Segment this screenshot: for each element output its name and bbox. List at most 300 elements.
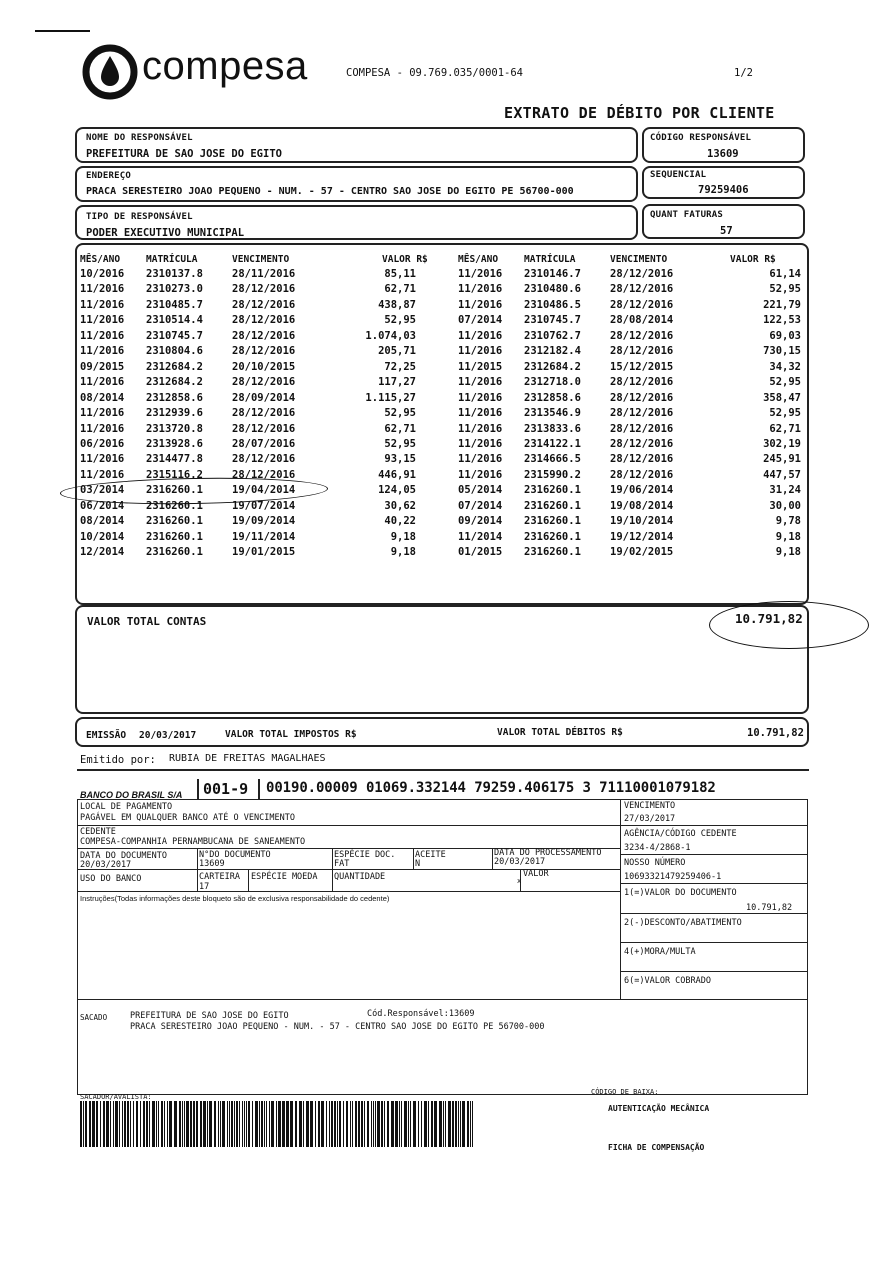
slip-line — [77, 999, 808, 1000]
sacador-label: SACADOR/AVALISTA: — [80, 1093, 152, 1101]
data-doc-value: 20/03/2017 — [80, 860, 132, 870]
table-cell: 2313546.9 — [524, 407, 581, 419]
barcode-bar — [445, 1101, 446, 1147]
barcode-bar — [472, 1101, 473, 1147]
barcode-bar — [92, 1101, 95, 1147]
barcode-bar — [375, 1101, 376, 1147]
table-cell: 2316260.1 — [524, 499, 581, 512]
emitido-por-label: Emitido por: — [80, 754, 156, 766]
barcode-bar — [448, 1101, 451, 1147]
table-cell: 28/12/2016 — [232, 422, 296, 435]
table-cell: 62,71 — [384, 422, 416, 435]
barcode-bar — [306, 1101, 309, 1147]
barcode-bar — [207, 1101, 208, 1147]
table-cell: 9,78 — [775, 515, 801, 528]
barcode-bar — [146, 1101, 148, 1147]
barcode-bar — [239, 1101, 240, 1147]
barcode-bar — [246, 1101, 247, 1147]
barcode-bar — [122, 1101, 123, 1147]
barcode-bar — [186, 1101, 189, 1147]
barcode-bar — [310, 1101, 313, 1147]
table-cell: 124,05 — [378, 484, 416, 497]
table-cell: 69,03 — [769, 329, 801, 342]
slip-right-col-divider — [620, 799, 621, 999]
barcode-bar — [143, 1101, 145, 1147]
barcode-bar — [286, 1101, 289, 1147]
sacado-endereco: PRACA SERESTEIRO JOAO PEQUENO - NUM. - 57 - CENTRO SAO JOSE DO EGITO PE 56700-000 — [130, 1022, 545, 1032]
table-cell: 19/04/2014 — [232, 484, 296, 497]
company-cnpj: COMPESA - 09.769.035/0001-64 — [346, 67, 524, 79]
table-cell: 19/06/2014 — [610, 484, 674, 497]
barcode-bar — [242, 1101, 243, 1147]
barcode-bar — [244, 1101, 245, 1147]
table-cell: 2316260.1 — [146, 484, 203, 497]
table-cell: 11/2016 — [458, 298, 503, 311]
barcode-bar — [452, 1101, 454, 1147]
barcode-bar — [248, 1101, 250, 1147]
tipo-value: PODER EXECUTIVO MUNICIPAL — [86, 227, 245, 239]
barcode-bar — [96, 1101, 98, 1147]
corner-mark — [35, 30, 90, 32]
table-cell: 2316260.1 — [524, 515, 581, 528]
barcode-bar — [103, 1101, 105, 1147]
table-cell: 09/2014 — [458, 515, 503, 528]
table-cell: 28/12/2016 — [232, 453, 296, 466]
barcode-bar — [395, 1101, 398, 1147]
barcode-bar — [355, 1101, 357, 1147]
endereco-label: ENDEREÇO — [86, 171, 131, 181]
barcode-bar — [89, 1101, 91, 1147]
table-cell: 2310273.0 — [146, 283, 203, 296]
barcode-bar — [140, 1101, 141, 1147]
total-highlight-oval — [709, 601, 869, 649]
table-cell: 2310146.7 — [524, 268, 581, 280]
hdr-matricula-1: MATRÍCULA — [146, 254, 198, 265]
barcode-bar — [428, 1101, 429, 1147]
table-cell: 19/12/2014 — [610, 530, 674, 543]
barcode-bar — [252, 1101, 253, 1147]
table-cell: 2312684.2 — [524, 360, 581, 373]
barcode-bar — [229, 1101, 230, 1147]
table-cell: 2314122.1 — [524, 437, 581, 450]
table-cell: 11/2016 — [80, 345, 125, 358]
slip-cell-divider — [248, 869, 249, 891]
table-cell: 19/08/2014 — [610, 499, 674, 512]
num-doc-label: N°DO DOCUMENTO — [199, 850, 271, 860]
table-cell: 9,18 — [390, 546, 416, 559]
barcode-bar — [83, 1101, 84, 1147]
table-cell: 2316260.1 — [524, 484, 581, 497]
table-cell: 11/2016 — [80, 407, 125, 419]
valor-total-contas-label: VALOR TOTAL CONTAS — [87, 615, 207, 628]
table-cell: 2316260.1 — [146, 499, 203, 512]
aceite-value: N — [415, 859, 421, 869]
table-cell: 28/12/2016 — [610, 376, 674, 389]
table-cell: 28/12/2016 — [610, 407, 674, 419]
barcode-bar — [443, 1101, 444, 1147]
carteira-value: 17 — [199, 882, 210, 892]
barcode-bar — [222, 1101, 225, 1147]
table-cell: 08/2014 — [80, 391, 125, 404]
aceite-label: ACEITE — [415, 850, 446, 860]
table-cell: 446,91 — [378, 468, 416, 481]
barcode-bar — [169, 1101, 172, 1147]
barcode-bar — [227, 1101, 228, 1147]
table-cell: 2316260.1 — [524, 546, 581, 559]
table-cell: 221,79 — [763, 298, 801, 311]
barcode-bar — [321, 1101, 324, 1147]
hdr-valor-2: VALOR R$ — [730, 254, 776, 265]
barcode-bar — [352, 1101, 353, 1147]
barcode-bar — [339, 1101, 341, 1147]
slip-line — [77, 825, 620, 826]
table-cell: 28/12/2016 — [610, 468, 674, 481]
barcode-bar — [110, 1101, 111, 1147]
table-cell: 28/12/2016 — [610, 345, 674, 358]
nosso-numero-value: 10693321479259406-1 — [624, 872, 722, 882]
barcode-bar — [196, 1101, 198, 1147]
barcode-bar — [315, 1101, 316, 1147]
vencimento-label: VENCIMENTO — [624, 801, 676, 811]
especie-doc-label: ESPÉCIE DOC. — [334, 850, 396, 860]
table-cell: 52,95 — [769, 376, 801, 389]
barcode-bar — [367, 1101, 369, 1147]
table-cell: 438,87 — [378, 298, 416, 311]
barcode-bar — [152, 1101, 155, 1147]
barcode-bar — [266, 1101, 267, 1147]
barcode-bar — [434, 1101, 437, 1147]
compesa-logo — [82, 42, 322, 102]
table-cell: 730,15 — [763, 345, 801, 358]
table-cell: 11/2016 — [458, 283, 503, 296]
data-proc-value: 20/03/2017 — [494, 857, 546, 867]
table-cell: 2310745.7 — [524, 314, 581, 327]
hdr-matricula-2: MATRÍCULA — [524, 254, 576, 265]
table-cell: 11/2016 — [458, 422, 503, 435]
page-number: 1/2 — [734, 67, 753, 79]
table-cell: 11/2014 — [458, 530, 503, 543]
barcode-bar — [149, 1101, 150, 1147]
cedente-value: COMPESA-COMPANHIA PERNAMBUCANA DE SANEAMENTO — [80, 837, 306, 847]
barcode-bar — [164, 1101, 165, 1147]
table-cell: 2314666.5 — [524, 453, 581, 466]
table-cell: 2315990.2 — [524, 468, 581, 481]
table-cell: 11/2016 — [80, 376, 125, 389]
barcode-bar — [127, 1101, 129, 1147]
mora-label: 4(+)MORA/MULTA — [624, 947, 696, 957]
barcode-bar — [156, 1101, 157, 1147]
codigo-value: 13609 — [707, 148, 739, 160]
barcode-bar — [377, 1101, 380, 1147]
table-cell: 28/12/2016 — [232, 345, 296, 358]
slip-line — [620, 883, 808, 884]
barcode-bar — [115, 1101, 118, 1147]
table-cell: 28/12/2016 — [232, 376, 296, 389]
slip-line — [77, 891, 620, 892]
barcode-bar — [418, 1101, 419, 1147]
table-cell: 1.115,27 — [365, 391, 416, 404]
table-cell: 2310485.7 — [146, 298, 203, 311]
table-cell: 28/12/2016 — [232, 314, 296, 327]
barcode-bar — [424, 1101, 427, 1147]
barcode-bar — [182, 1101, 183, 1147]
barcode-bar — [276, 1101, 277, 1147]
table-cell: 28/09/2014 — [232, 391, 296, 404]
endereco-value: PRACA SERESTEIRO JOAO PEQUENO - NUM. - 57 - CENTRO SAO JOSE DO EGITO PE 56700-000 — [86, 186, 574, 197]
barcode-bar — [421, 1101, 422, 1147]
sequencial-label: SEQUENCIAL — [650, 170, 707, 180]
brand-name: compesa — [142, 44, 308, 88]
table-cell: 40,22 — [384, 515, 416, 528]
table-cell: 09/2015 — [80, 360, 125, 373]
table-cell: 2310480.6 — [524, 283, 581, 296]
table-cell: 11/2016 — [458, 437, 503, 450]
bank-divider-1 — [197, 779, 199, 799]
responsavel-value: PREFEITURA DE SAO JOSE DO EGITO — [86, 148, 282, 160]
table-cell: 12/2014 — [80, 546, 125, 559]
barcode-bar — [364, 1101, 365, 1147]
table-cell: 11/2016 — [80, 329, 125, 342]
table-cell: 28/07/2016 — [232, 437, 296, 450]
barcode-bar — [401, 1101, 402, 1147]
vencimento-value: 27/03/2017 — [624, 814, 676, 824]
valor-doc-label: 1(=)VALOR DO DOCUMENTO — [624, 888, 737, 898]
barcode-bar — [271, 1101, 274, 1147]
table-cell: 447,57 — [763, 468, 801, 481]
table-cell: 10/2016 — [80, 268, 125, 280]
quant-value: 57 — [720, 225, 733, 237]
table-cell: 2316260.1 — [146, 530, 203, 543]
barcode-bar — [381, 1101, 383, 1147]
barcode-bar — [371, 1101, 372, 1147]
quant-label: QUANT FATURAS — [650, 210, 724, 220]
table-cell: 28/11/2016 — [232, 268, 296, 280]
barcode-bar — [278, 1101, 281, 1147]
table-cell: 28/12/2016 — [232, 329, 296, 342]
nosso-numero-label: NOSSO NÚMERO — [624, 858, 686, 868]
table-cell: 19/11/2014 — [232, 530, 296, 543]
table-cell: 28/12/2016 — [232, 283, 296, 296]
num-doc-value: 13609 — [199, 859, 225, 869]
table-cell: 19/07/2014 — [232, 499, 296, 512]
barcode-bar — [431, 1101, 433, 1147]
barcode-bar — [346, 1101, 348, 1147]
table-cell: 28/12/2016 — [610, 437, 674, 450]
table-cell: 245,91 — [763, 453, 801, 466]
table-cell: 11/2016 — [458, 329, 503, 342]
table-cell: 06/2014 — [80, 499, 125, 512]
table-cell: 2313720.8 — [146, 422, 203, 435]
barcode-bar — [100, 1101, 101, 1147]
table-cell: 2310514.4 — [146, 314, 203, 327]
barcode-bar — [236, 1101, 238, 1147]
slip-top-rule — [77, 769, 809, 771]
table-cell: 11/2015 — [458, 360, 503, 373]
table-cell: 2316260.1 — [146, 515, 203, 528]
table-cell: 19/09/2014 — [232, 515, 296, 528]
table-cell: 52,95 — [384, 314, 416, 327]
barcode-bar — [460, 1101, 461, 1147]
table-cell: 11/2016 — [458, 376, 503, 389]
table-cell: 11/2016 — [80, 314, 125, 327]
table-cell: 11/2016 — [458, 268, 503, 280]
barcode-bar — [261, 1101, 263, 1147]
table-cell: 01/2015 — [458, 546, 503, 559]
table-cell: 19/10/2014 — [610, 515, 674, 528]
barcode-bar — [193, 1101, 195, 1147]
table-cell: 2310137.8 — [146, 268, 203, 280]
hdr-mes-ano-1: MÊS/ANO — [80, 254, 121, 265]
barcode-bar — [334, 1101, 336, 1147]
quantidade-label: QUANTIDADE — [334, 872, 386, 882]
hdr-vencimento-2: VENCIMENTO — [610, 254, 668, 265]
barcode-bar — [106, 1101, 109, 1147]
barcode-bar — [214, 1101, 216, 1147]
barcode-bar — [209, 1101, 212, 1147]
table-cell: 11/2016 — [458, 468, 503, 481]
carteira-label: CARTEIRA — [199, 872, 240, 882]
agencia-value: 3234-4/2868-1 — [624, 843, 691, 853]
table-cell: 52,95 — [384, 407, 416, 419]
table-cell: 11/2016 — [80, 283, 125, 296]
barcode-bar — [295, 1101, 297, 1147]
barcode-bar — [234, 1101, 235, 1147]
barcode-bar — [455, 1101, 457, 1147]
barcode — [80, 1101, 476, 1147]
table-cell: 11/2016 — [458, 391, 503, 404]
table-cell: 2313833.6 — [524, 422, 581, 435]
table-cell: 62,71 — [384, 283, 416, 296]
codigo-baixa-label: CÓDIGO DE BAIXA: — [591, 1088, 659, 1096]
barcode-bar — [361, 1101, 363, 1147]
barcode-bar — [326, 1101, 327, 1147]
table-cell: 19/01/2015 — [232, 546, 296, 559]
barcode-bar — [337, 1101, 338, 1147]
barcode-bar — [391, 1101, 394, 1147]
barcode-bar — [190, 1101, 192, 1147]
table-cell: 2312858.6 — [524, 391, 581, 404]
barcode-bar — [318, 1101, 320, 1147]
barcode-bar — [167, 1101, 168, 1147]
water-drop-icon — [82, 42, 138, 100]
table-cell: 2310745.7 — [146, 329, 203, 342]
table-cell: 30,62 — [384, 499, 416, 512]
emissao-value: 20/03/2017 — [139, 730, 197, 741]
ficha-compensacao: FICHA DE COMPENSAÇÃO — [608, 1143, 705, 1152]
table-cell: 52,95 — [769, 407, 801, 419]
barcode-bar — [408, 1101, 409, 1147]
barcode-bar — [458, 1101, 459, 1147]
table-cell: 2312182.4 — [524, 345, 581, 358]
table-cell: 31,24 — [769, 484, 801, 497]
data-doc-label: DATA DO DOCUMENTO — [80, 851, 167, 861]
table-cell: 28/08/2014 — [610, 314, 674, 327]
barcode-bar — [158, 1101, 159, 1147]
debitos-value: 10.791,82 — [747, 727, 804, 739]
barcode-bar — [282, 1101, 285, 1147]
table-cell: 08/2014 — [80, 515, 125, 528]
slip-cell-divider — [413, 848, 414, 869]
sequencial-value: 79259406 — [698, 184, 749, 196]
table-cell: 2314477.8 — [146, 453, 203, 466]
slip-cell-divider — [332, 848, 333, 891]
barcode-bar — [467, 1101, 469, 1147]
valor-total-contas-value: 10.791,82 — [735, 611, 803, 626]
table-cell: 2310486.5 — [524, 298, 581, 311]
table-cell: 03/2014 — [80, 484, 125, 497]
barcode-bar — [343, 1101, 344, 1147]
table-cell: 15/12/2015 — [610, 360, 674, 373]
bank-name: BANCO DO BRASIL S/A — [80, 790, 183, 800]
barcode-bar — [303, 1101, 304, 1147]
barcode-bar — [119, 1101, 120, 1147]
table-cell: 302,19 — [763, 437, 801, 450]
table-cell: 2316260.1 — [146, 546, 203, 559]
barcode-bar — [384, 1101, 385, 1147]
table-cell: 85,11 — [384, 268, 416, 280]
table-cell: 06/2016 — [80, 437, 125, 450]
table-cell: 1.074,03 — [365, 329, 416, 342]
table-cell: 2312718.0 — [524, 376, 581, 389]
table-cell: 2312684.2 — [146, 376, 203, 389]
barcode-bar — [133, 1101, 134, 1147]
barcode-bar — [218, 1101, 219, 1147]
table-cell: 11/2016 — [80, 298, 125, 311]
barcode-bar — [462, 1101, 465, 1147]
table-cell: 72,25 — [384, 360, 416, 373]
emissao-label: EMISSÃO — [86, 730, 127, 741]
barcode-bar — [85, 1101, 87, 1147]
table-cell: 28/12/2016 — [610, 298, 674, 311]
table-cell: 28/12/2016 — [232, 468, 296, 481]
table-cell: 52,95 — [384, 437, 416, 450]
data-proc-label: DATA DO PROCESSAMENTO — [494, 848, 602, 858]
barcode-bar — [80, 1101, 82, 1147]
especie-moeda-label: ESPÉCIE MOEDA — [251, 872, 318, 882]
table-cell: 2312858.6 — [146, 391, 203, 404]
table-cell: 07/2014 — [458, 499, 503, 512]
sacado-cod: Cód.Responsável:13609 — [367, 1009, 475, 1019]
barcode-bar — [358, 1101, 360, 1147]
table-cell: 19/02/2015 — [610, 546, 674, 559]
hdr-valor-1: VALOR R$ — [382, 254, 428, 265]
table-cell: 2313928.6 — [146, 437, 203, 450]
impostos-label: VALOR TOTAL IMPOSTOS R$ — [225, 729, 357, 740]
debitos-label: VALOR TOTAL DÉBITOS R$ — [497, 727, 623, 738]
emitido-por-value: RUBIA DE FREITAS MAGALHAES — [169, 753, 326, 764]
barcode-bar — [136, 1101, 138, 1147]
bank-code: 001-9 — [203, 780, 249, 798]
table-cell: 11/2016 — [458, 453, 503, 466]
hdr-vencimento-1: VENCIMENTO — [232, 254, 290, 265]
barcode-bar — [264, 1101, 265, 1147]
table-cell: 358,47 — [763, 391, 801, 404]
barcode-bar — [373, 1101, 374, 1147]
barcode-bar — [161, 1101, 163, 1147]
sacado-nome: PREFEITURA DE SAO JOSE DO EGITO — [130, 1011, 289, 1021]
table-cell: 28/12/2016 — [610, 268, 674, 280]
table-cell: 28/12/2016 — [610, 422, 674, 435]
barcode-bar — [231, 1101, 233, 1147]
linha-digitavel: 00190.00009 01069.332144 79259.406175 3 71110001079182 — [266, 780, 716, 796]
table-cell: 117,27 — [378, 376, 416, 389]
local-label: LOCAL DE PAGAMENTO — [80, 802, 173, 812]
barcode-bar — [329, 1101, 330, 1147]
table-cell: 05/2014 — [458, 484, 503, 497]
table-cell: 2315116.2 — [146, 468, 203, 481]
table-cell: 34,32 — [769, 360, 801, 373]
barcode-bar — [184, 1101, 185, 1147]
